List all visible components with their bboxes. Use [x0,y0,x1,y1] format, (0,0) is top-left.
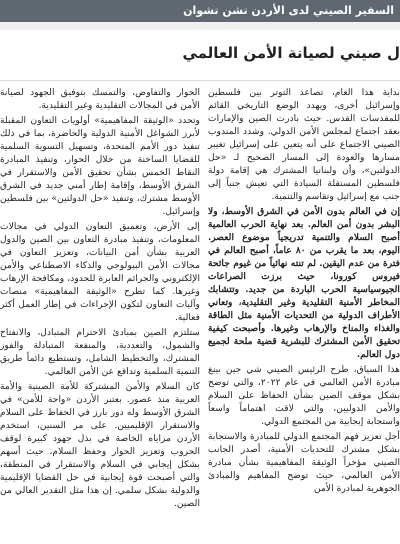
sub-banner-strip [0,22,400,30]
top-banner [0,0,400,22]
paragraph: كان السلام والأمن المشتركة للأمة الصينية والأمة العربية منذ عصور. بعتبر الأردن «واحة للأمن» في الشرق الأوسط وله دور بارز في الحفاظ على السلام والاستقرار الإقليميين. على مر السنين، استخدم الأردن مزاياه الخاصة في بذل جهود كبيرة لوقف الحروب وتعزيز الحوار وحفظ السلام، حيث أسهم بشكل إيجابي في السلام والاستقرار في المنطقة، والتي أصبحت قوة إيجابية في حل القضايا الإقليمية والدولية بشكل سلمي. إن هذا مثل التقدير العالي من الصين. [0,381,200,509]
paragraph: هذا السياق، طرح الرئيس الصيني شي جين بينغ مبادرة الأمن العالمي في عام ٢٠٢٢، والتي توضح بشكل موقف الصين بشأن الحفاظ على السلام والأمن الدوليين، والتي لاقت اهتماماً واسعاً واستجابة إيجابية من المجتمع الدولي. [208,364,400,427]
paragraph: وتحدد «الوثيقة المفاهيمية» أولويات التعاون المقبلة لأبرز الشواغل الأمنية الدولية والحاضرة، بما في ذلك تنفيذ دور الأمم المتحدة، وتسهيل التسوية السلمية للقضايا الساخنة من خلال الحوار، وتنفيذ المبادرة النقاط الخمس بشأن تحقيق الأمن والاستقرار في الشرق الأوسط، وإقامة إطار أمني جديد في الشرق الأوسط مشترك، وتنفيذ «حل الدولتين» بين فلسطين وإسرائيل. [0,115,200,217]
article-column-left [0,86,200,544]
banner-title: السفير الصيني لدى الأردن تشن تشوان [183,4,394,17]
headline-divider [0,80,400,81]
article-column-right [208,86,400,544]
paragraph: ستلتزم الصين بمبادئ الاحترام المتبادل، والانفتاح والشمول، والتعددية، والمنفعة المتبادلة والفوز المشترك، والتخطيط الشامل، وتستطيع دائماً طريق التنمية السلمية وتدافع عن الأمن العالمي. [0,327,200,377]
paragraph: إلى الأرض، وتعميق التعاون الدولي في مجالات المعلومات، وتنفيذ مبادرة التعاون بين الصين والدول العربية بشأن أمن البيانات، وتعزيز التعاون في مجالات الأمن البيولوجي والذكاء الاصطناعي والأمن الإلكتروني والجرائم العابرة للحدود، ومكافحة الإرهاب وغيرها. كما تطرح «الوثيقة المفاهيمية» منصات وآليات التعاون لتكون الإجراءات في إطار العمل أكثر فعالية. [0,221,200,323]
paragraph: إن في العالم بدون الأمن في الشرق الأوسط، ولا البشر بدون أمن العالم. بعد نهاية الحرب العالمية أصبح السلام والتنمية تدريجياً موضوع العصر. اليوم، بعد ما يقرب من ٨٠ عاماً، أصبح العالم في فترة من عدم اليقين. لم تنته نهائياً من غيوم جائحة فيروس كورونا، حيث برزت الصراعات الجيوسياسية الحرب الباردة من جديد. وتتشابك المخاطر الأمنية التقليدية وغير التقليدية، وتعاني الأطراف الدولية من التحديات الأمنية مثل الطاقة والغذاء والمناخ والإرهاب وغيرها. وأصبحت كيفية تحقيق الأمن المشترك للبشرية قضية ملحة لجميع دول العالم. [208,206,400,360]
paragraph: الحوار والتفاوض، والتمسك بتوفيق الجهود لصيانة الأمن في المجالات التقليدية وغير التقليدية. [0,87,200,111]
paragraph: بداية هذا العام، تصاعد التوتر بين فلسطين وإسرائيل أخرى، ويهدد الوضع التاريخي القائم للمقدسات القدس. حيث بادرت الصين والإمارات بعقد اجتماع لمجلس الأمن الدولي. وشدد المندوب الصيني الاجتماع على أنه يتعين على إسرائيل تغيير مسارها والعودة إلى المسار الصحيح لـ «حل الدولتين»، وأن ولبنانيا المشترك هي إقامة دولة فلسطين المستقلة السيادة التي تعيش جنباً إلى جنب مع إسرائيل وتقاسم والتنمية. [208,87,400,202]
paragraph: أجل تعزيز فهم المجتمع الدولي للمبادرة والاستجابة بشكل مشترك للتحديات الأمنية، أصدر الجانب الصيني مؤخراً الوثيقة المفاهيمية بشأن مبادرة الأمن العالمي، حيث توضح المفاهيم والمبادئ الجوهرية لمبادرة الأمن [208,431,400,494]
article-headline: ل صيني لصيانة الأمن العالمي [182,44,400,62]
